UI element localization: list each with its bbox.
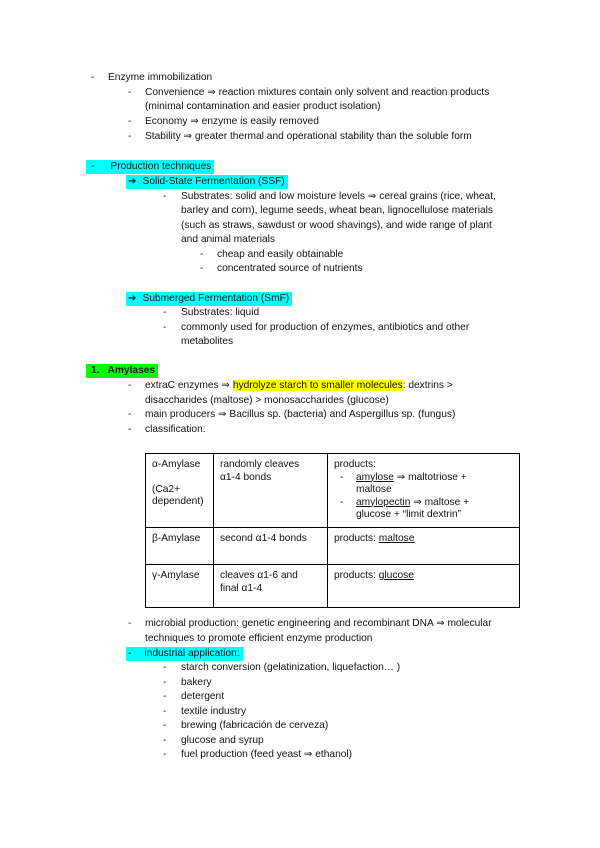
industrial-bullet: - — [128, 648, 132, 659]
alpha-amylose-line-2: maltose — [356, 484, 392, 495]
stability-line: Stability ⇒ greater thermal and operational stability than the soluble form — [145, 131, 472, 142]
list-bullet: - — [200, 263, 204, 274]
industrial-heading-row — [126, 647, 243, 661]
gamma-action-2: final α1-4 — [220, 582, 263, 594]
ssf-sub-item: cheap and easily obtainable — [217, 249, 344, 260]
list-bullet: - — [163, 720, 167, 731]
extrac-line-2: disaccharides (maltose) > monosaccharides (glucose) — [145, 395, 389, 406]
table-row — [146, 454, 520, 528]
gamma-action-1: cleaves α1-6 and — [220, 570, 298, 581]
production-heading: Production techniques — [110, 161, 212, 172]
alpha-action-1: randomly cleaves — [220, 459, 300, 470]
list-bullet: - — [200, 249, 204, 260]
ssf-sub-item: concentrated source of nutrients — [217, 263, 363, 274]
list-bullet: - — [163, 662, 167, 673]
beta-product: maltose — [378, 533, 415, 544]
producers-line: main producers ⇒ Bacillus sp. (bacteria) and Aspergillus sp. (fungus) — [145, 409, 456, 420]
gamma-products-label: products: — [334, 570, 379, 581]
industrial-item: bakery — [181, 677, 212, 688]
ssf-substrates-line-2: barley and corn), legume seeds, wheat bean, lignocellulose materials — [181, 205, 494, 216]
beta-action: second α1-4 bonds — [220, 533, 307, 544]
table-cell — [214, 565, 328, 608]
table-cell — [328, 454, 520, 528]
smf-usage-line-1: commonly used for production of enzymes, antibiotics and other — [181, 322, 470, 333]
industrial-item: fuel production (feed yeast ⇒ ethanol) — [181, 749, 353, 760]
industrial-item: glucose and syrup — [181, 735, 264, 746]
amylases-number: 1. — [91, 365, 100, 376]
gamma-name: γ-Amylase — [152, 570, 200, 581]
list-bullet: - — [163, 191, 167, 202]
table-row — [146, 528, 520, 565]
arrow-icon: ➔ — [128, 176, 137, 187]
list-bullet: - — [163, 706, 167, 717]
list-bullet: - — [340, 471, 344, 483]
list-bullet: - — [128, 131, 132, 142]
ssf-substrates-line-1: Substrates: solid and low moisture levels ⇒ cereal grains (rice, wheat, — [181, 191, 496, 202]
extrac-suffix: : dextrins > — [402, 380, 453, 391]
industrial-item: starch conversion (gelatinization, liquefaction… ) — [181, 662, 401, 673]
alpha-amylopectin-line-2: glucose + “limit dextrin” — [356, 509, 462, 520]
extrac-prefix: extraC enzymes ⇒ — [145, 380, 233, 391]
table-cell — [328, 565, 520, 608]
microbial-line-1: microbial production: genetic engineering and recombinant DNA ⇒ molecular — [145, 618, 492, 629]
classification-label: classification: — [145, 424, 206, 435]
alpha-note-1: (Ca2+ — [152, 483, 181, 495]
amylase-table — [145, 453, 520, 608]
industrial-heading: industrial application: — [144, 648, 240, 659]
arrow-icon: ➔ — [128, 293, 137, 304]
extrac-highlight: hydrolyze starch to smaller molecules — [232, 380, 403, 391]
alpha-name: α-Amylase — [152, 459, 201, 470]
list-bullet: - — [163, 691, 167, 702]
list-bullet: - — [163, 322, 167, 333]
table-cell — [328, 528, 520, 565]
production-heading-row — [86, 160, 214, 174]
table-row — [146, 565, 520, 608]
list-bullet: - — [128, 424, 132, 435]
list-bullet: - — [340, 496, 344, 508]
amylases-heading: Amylases — [107, 365, 156, 376]
list-bullet: - — [163, 735, 167, 746]
list-bullet: - — [163, 749, 167, 760]
list-bullet: - — [128, 618, 132, 629]
beta-name: β-Amylase — [152, 533, 201, 544]
smf-title: Submerged Fermentation (SmF) — [142, 293, 290, 304]
extrac-line-1 — [145, 379, 453, 393]
convenience-line-1: Convenience ⇒ reaction mixtures contain only solvent and reaction products — [145, 87, 490, 98]
list-bullet: - — [128, 409, 132, 420]
microbial-line-2: techniques to promote efficient enzyme production — [145, 633, 373, 644]
alpha-amylopectin-term: amylopectin — [356, 496, 411, 508]
industrial-item: brewing (fabricación de cerveza) — [181, 720, 329, 731]
alpha-products-label: products: — [334, 459, 376, 470]
ssf-substrates-line-4: and animal materials — [181, 234, 275, 245]
alpha-note-2: dependent) — [152, 496, 204, 507]
smf-substrates: Substrates: liquid — [181, 307, 260, 318]
alpha-amylopectin-rest: ⇒ maltose + — [410, 496, 470, 508]
ssf-substrates-line-3: (such as straws, sawdust or wood shavings), and wide range of plant — [181, 220, 492, 231]
gamma-product: glucose — [378, 570, 414, 581]
industrial-item: textile industry — [181, 706, 247, 717]
convenience-line-2: (minimal contamination and easier product isolation) — [145, 101, 381, 112]
list-bullet: - — [128, 380, 132, 391]
smf-heading-row — [126, 292, 292, 306]
ssf-heading-row — [126, 175, 288, 189]
table-cell — [146, 454, 214, 528]
production-bullet: - — [91, 161, 95, 172]
alpha-action-2: α1-4 bonds — [220, 471, 272, 483]
industrial-item: detergent — [181, 691, 225, 702]
table-cell — [214, 528, 328, 565]
table-cell — [146, 565, 214, 608]
immobilization-heading: Enzyme immobilization — [108, 72, 213, 83]
table-cell — [214, 454, 328, 528]
table-cell — [146, 528, 214, 565]
list-bullet: - — [128, 87, 132, 98]
alpha-amylose-rest: ⇒ maltotriose + — [393, 471, 467, 483]
alpha-product-item — [334, 497, 514, 522]
list-bullet: - — [128, 116, 132, 127]
smf-usage-line-2: metabolites — [181, 336, 234, 347]
beta-products-label: products: — [334, 533, 379, 544]
amylases-heading-row — [86, 364, 158, 378]
economy-line: Economy ⇒ enzyme is easily removed — [145, 116, 319, 127]
alpha-amylose-term: amylose — [356, 471, 394, 483]
alpha-product-item — [334, 472, 514, 497]
immobilization-bullet: - — [91, 72, 95, 83]
ssf-title: Solid-State Fermentation (SSF) — [142, 176, 285, 187]
list-bullet: - — [163, 307, 167, 318]
list-bullet: - — [163, 677, 167, 688]
